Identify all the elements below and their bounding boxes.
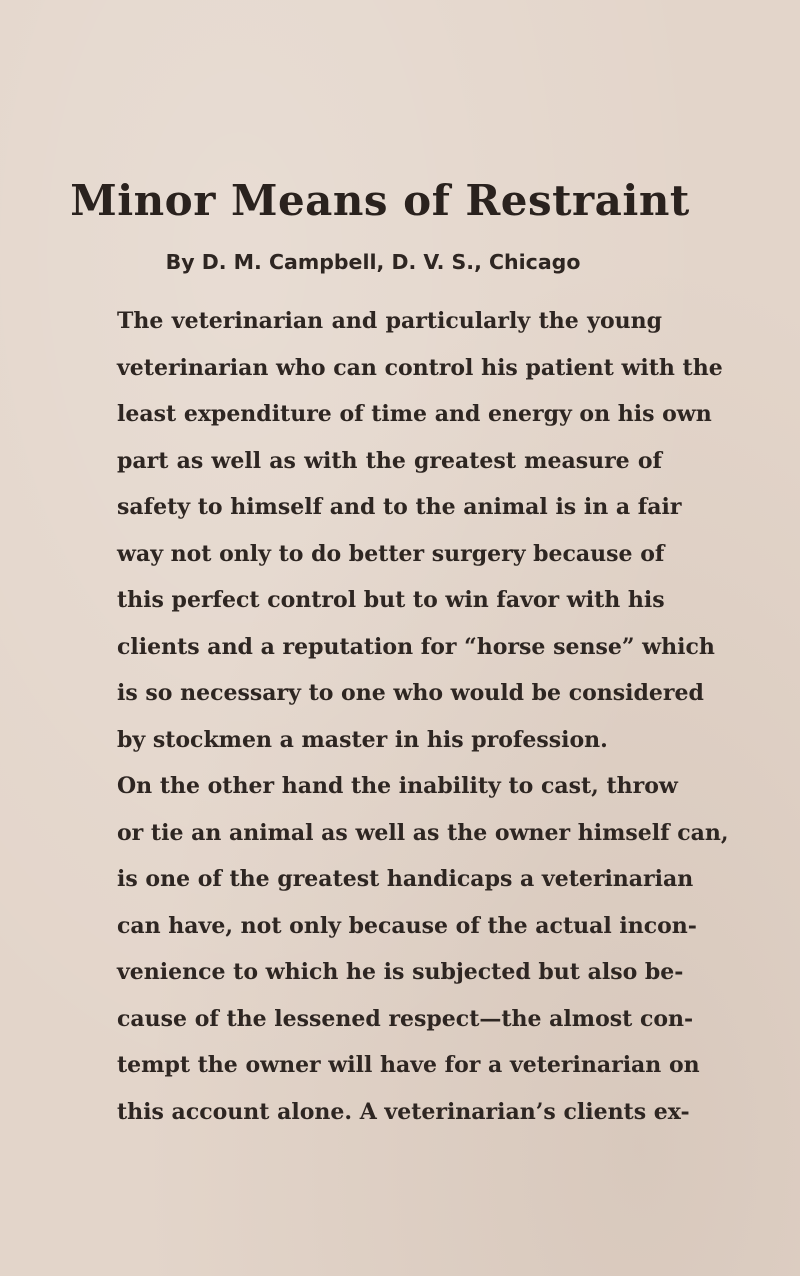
text-line: this account alone. A veterinarian’s clients ex- bbox=[117, 1098, 690, 1125]
text-line: cause of the lessened respect—the almost con- bbox=[117, 1005, 694, 1032]
text-line: venience to which he is subjected but also be- bbox=[117, 959, 684, 985]
article-body bbox=[117, 298, 729, 1135]
text-line: is one of the greatest handicaps a veterinarian bbox=[117, 866, 694, 892]
text-line: On the other hand the inability to cast, throw bbox=[117, 773, 678, 799]
text-line: part as well as with the greatest measure of bbox=[117, 447, 662, 474]
text-line: least expenditure of time and energy on his own bbox=[117, 401, 712, 427]
text-line: can have, not only because of the actual incon- bbox=[117, 912, 697, 939]
paragraph-1 bbox=[117, 298, 723, 763]
article-title: Minor Means of Restraint bbox=[70, 176, 690, 225]
text-line: is so necessary to one who would be considered bbox=[117, 680, 704, 706]
text-line: by stockmen a master in his profession. bbox=[117, 726, 608, 753]
text-line: way not only to do better surgery because of bbox=[117, 540, 665, 567]
text-line: clients and a reputation for “horse sense” which bbox=[117, 633, 715, 660]
text-line: The veterinarian and particularly the young bbox=[117, 308, 662, 334]
text-line: veterinarian who can control his patient with the bbox=[117, 354, 723, 381]
text-line: safety to himself and to the animal is in a fair bbox=[117, 494, 682, 520]
text-line: this perfect control but to win favor with his bbox=[117, 587, 665, 613]
text-line: or tie an animal as well as the owner himself can, bbox=[117, 819, 729, 846]
paragraph-2 bbox=[117, 763, 729, 1135]
article-byline: By D. M. Campbell, D. V. S., Chicago bbox=[165, 250, 581, 274]
text-line: tempt the owner will have for a veterinarian on bbox=[117, 1052, 700, 1078]
